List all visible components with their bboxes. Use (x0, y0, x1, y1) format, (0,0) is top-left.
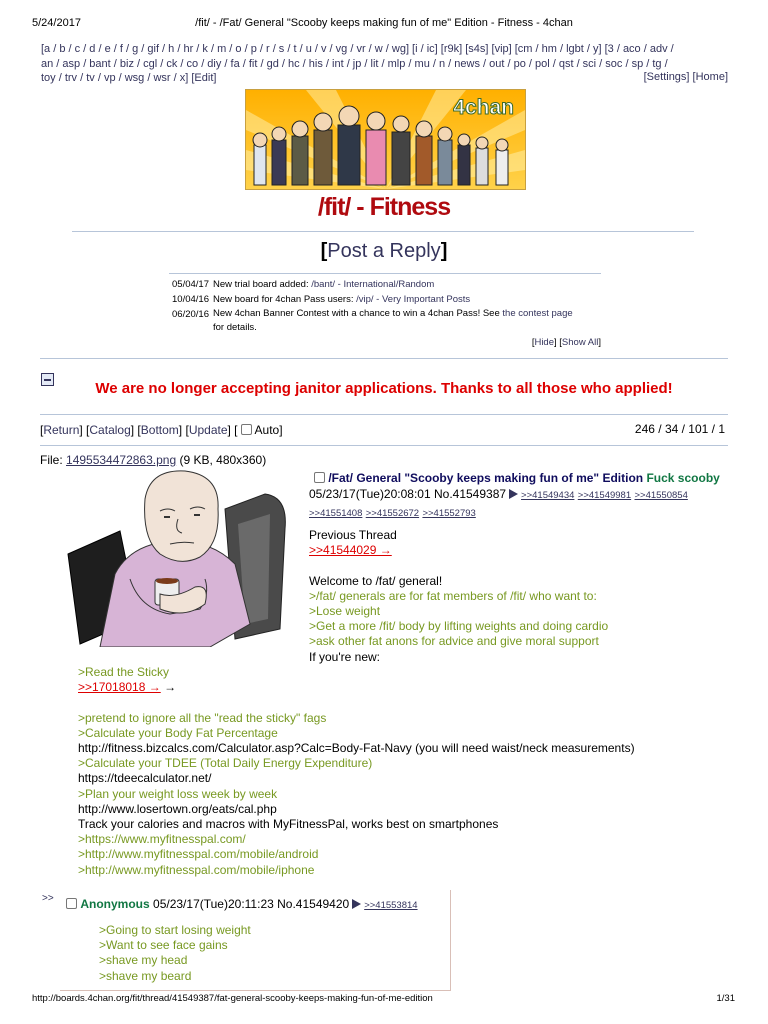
greentext-line: >Plan your weight loss week by week (78, 786, 278, 801)
return-link[interactable]: Return (43, 423, 80, 437)
bracket-close: ] (440, 240, 448, 262)
news-text: New board for 4chan Pass users: (213, 294, 357, 305)
bottom-link[interactable]: Bottom (140, 423, 179, 437)
greentext-line: >http://www.myfitnesspal.com/mobile/android (78, 847, 319, 862)
post-reply-form-toggle (0, 240, 768, 263)
op-file-info (40, 453, 266, 467)
backlink[interactable]: >>41551408 (309, 508, 363, 519)
previous-thread-link[interactable]: >>41544029 → (309, 543, 392, 558)
sticky-link[interactable]: >>17018018 → (78, 680, 161, 695)
news-item (172, 309, 603, 335)
greentext-line: >Calculate your TDEE (Total Daily Energy Expenditure) (78, 756, 373, 771)
news-item (172, 294, 603, 305)
board-nav (41, 42, 731, 86)
greentext-line: >pretend to ignore all the "read the sticky" fags (78, 710, 327, 725)
message-line: If you're new: (309, 649, 380, 664)
global-notice: We are no longer accepting janitor applications. Thanks to all those who applied! (95, 380, 673, 397)
post-a-reply-link[interactable]: Post a Reply (327, 240, 441, 262)
message-line: Track your calories and macros with MyFitnessPal, works best on smartphones (78, 817, 499, 832)
board-nav-line-1[interactable]: [a / b / c / d / e / f / g / gif / h / hr / k / m / o / p / r / s / t / u / v / vg / vr / w / wg] [i / ic] [r9k] [s4s] [vip] [cm / hm / lgbt / y] [3 / aco / adv / (41, 43, 674, 55)
board-nav-line-2[interactable]: an / asp / bant / biz / cgl / ck / co / diy / fa / fit / gd / hc / his / int / jp / lit / mlp / mu / n / news / out / po / pol / qst / sci / soc / sp / tg / (41, 57, 668, 70)
greentext-line: >Going to start losing weight (99, 923, 251, 937)
op-message-bottom (78, 665, 635, 878)
greentext-line: >shave my head (99, 953, 188, 968)
board-title: /fit/ - Fitness (317, 193, 451, 221)
news-text: New trial board added: (213, 279, 312, 290)
news-date: 05/04/17 (172, 279, 209, 290)
op-select-checkbox[interactable] (314, 472, 325, 483)
op-subject: /Fat/ General "Scooby keeps making fun of me" Edition (328, 471, 644, 485)
divider (40, 414, 728, 415)
banner-logo-text: 4chan (453, 96, 514, 119)
greentext-line: >Lose weight (309, 604, 381, 619)
wojak-thumbnail-image (60, 469, 290, 647)
news-controls: [Hide] [Show All] (531, 337, 601, 348)
op-thumbnail[interactable] (60, 469, 290, 647)
reply-name: Anonymous (80, 897, 150, 911)
news-link[interactable]: the contest page (502, 308, 573, 319)
greentext-line: >Read the Sticky (78, 665, 170, 679)
banner-image (246, 90, 525, 189)
reply-message (99, 923, 251, 984)
reply-post-info (66, 897, 418, 911)
divider (40, 358, 728, 359)
message-line: https://tdeecalculator.net/ (78, 771, 212, 786)
post-menu-arrow-icon[interactable] (509, 489, 518, 499)
greentext-line: >/fat/ generals are for fat members of /fit/ who want to: (309, 588, 597, 603)
hide-news-link[interactable]: Hide (534, 337, 554, 348)
greentext-line: >shave my beard (99, 968, 192, 983)
reply-datetime: 05/23/17(Tue)20:11:23 No.41549420 (153, 897, 350, 911)
news-date: 10/04/16 (172, 294, 209, 305)
op-file-link[interactable]: 1495534472863.png (66, 453, 177, 467)
print-date: 5/24/2017 (32, 17, 81, 29)
backlink[interactable]: >>41552793 (422, 508, 476, 519)
update-link[interactable]: Update (188, 423, 228, 437)
auto-label: Auto (254, 423, 280, 437)
reply-select-checkbox[interactable] (66, 898, 77, 909)
sticky-arrow: → (160, 680, 177, 695)
greentext-line: >http://www.myfitnesspal.com/mobile/iphone (78, 862, 315, 877)
reply-side-arrows: >> (42, 893, 54, 904)
print-page-number: 1/31 (716, 993, 735, 1004)
backlink[interactable]: >>41549981 (577, 490, 632, 501)
op-post-info (309, 470, 720, 522)
catalog-link[interactable]: Catalog (89, 423, 131, 437)
news-item (172, 279, 603, 290)
divider (40, 445, 728, 446)
thread-stats: 246 / 34 / 101 / 1 (634, 422, 725, 436)
message-line (309, 558, 608, 573)
auto-update-checkbox[interactable] (241, 424, 252, 435)
op-message-top (309, 528, 608, 665)
news-box (172, 279, 603, 339)
news-date: 06/20/16 (172, 309, 209, 320)
message-line: http://fitness.bizcalcs.com/Calculator.asp?Calc=Body-Fat-Navy (you will need waist/neck measurements) (78, 741, 635, 756)
show-all-news-link[interactable]: Show All (561, 337, 599, 348)
greentext-line: >Get a more /fit/ body by lifting weights and doing cardio (309, 619, 609, 634)
file-meta: (9 KB, 480x360) (176, 453, 267, 467)
news-link[interactable]: /vip/ - Very Important Posts (356, 294, 471, 305)
backlink[interactable]: >>41552672 (365, 508, 420, 519)
greentext-line: >ask other fat anons for advice and give moral support (309, 634, 599, 649)
op-name: Fuck scooby (646, 471, 720, 485)
board-banner[interactable] (245, 89, 526, 190)
news-text: New 4chan Banner Contest with a chance to win a 4chan Pass! See (213, 308, 503, 319)
backlink[interactable]: >>41550854 (634, 490, 688, 501)
news-link[interactable]: /bant/ - International/Random (311, 279, 435, 290)
divider (72, 231, 694, 232)
print-title: /fit/ - /Fat/ General "Scooby keeps making fun of me" Edition - Fitness - 4chan (195, 17, 573, 29)
message-line: http://www.losertown.org/eats/cal.php (78, 801, 277, 816)
news-text-tail: for details. (213, 322, 257, 333)
op-datetime: 05/23/17(Tue)20:08:01 No.41549387 (309, 487, 507, 501)
bracket-open: [ (320, 240, 328, 262)
board-nav-line-3[interactable]: toy / trv / tv / vp / wsg / wsr / x] [Edit] (41, 72, 217, 84)
thread-nav: [Return] [Catalog] [Bottom] [Update] [ Auto] (40, 423, 283, 437)
message-line: Previous Thread (309, 528, 397, 542)
backlink[interactable]: >>41549434 (521, 490, 575, 501)
settings-home-links[interactable]: [Settings] [Home] (643, 71, 728, 83)
message-line: Welcome to /fat/ general! (309, 573, 443, 588)
file-label: File: (40, 453, 67, 467)
greentext-line: >Calculate your Body Fat Percentage (78, 725, 278, 740)
print-url: http://boards.4chan.org/fit/thread/41549387/fat-general-scooby-keeps-making-fun-of-me-edition (32, 993, 433, 1004)
message-line (78, 695, 635, 710)
greentext-line: >Want to see face gains (99, 938, 228, 953)
post-menu-arrow-icon[interactable] (352, 899, 361, 909)
greentext-line: >https://www.myfitnesspal.com/ (78, 832, 246, 847)
divider (169, 273, 601, 274)
backlink[interactable]: >>41553814 (364, 900, 418, 911)
